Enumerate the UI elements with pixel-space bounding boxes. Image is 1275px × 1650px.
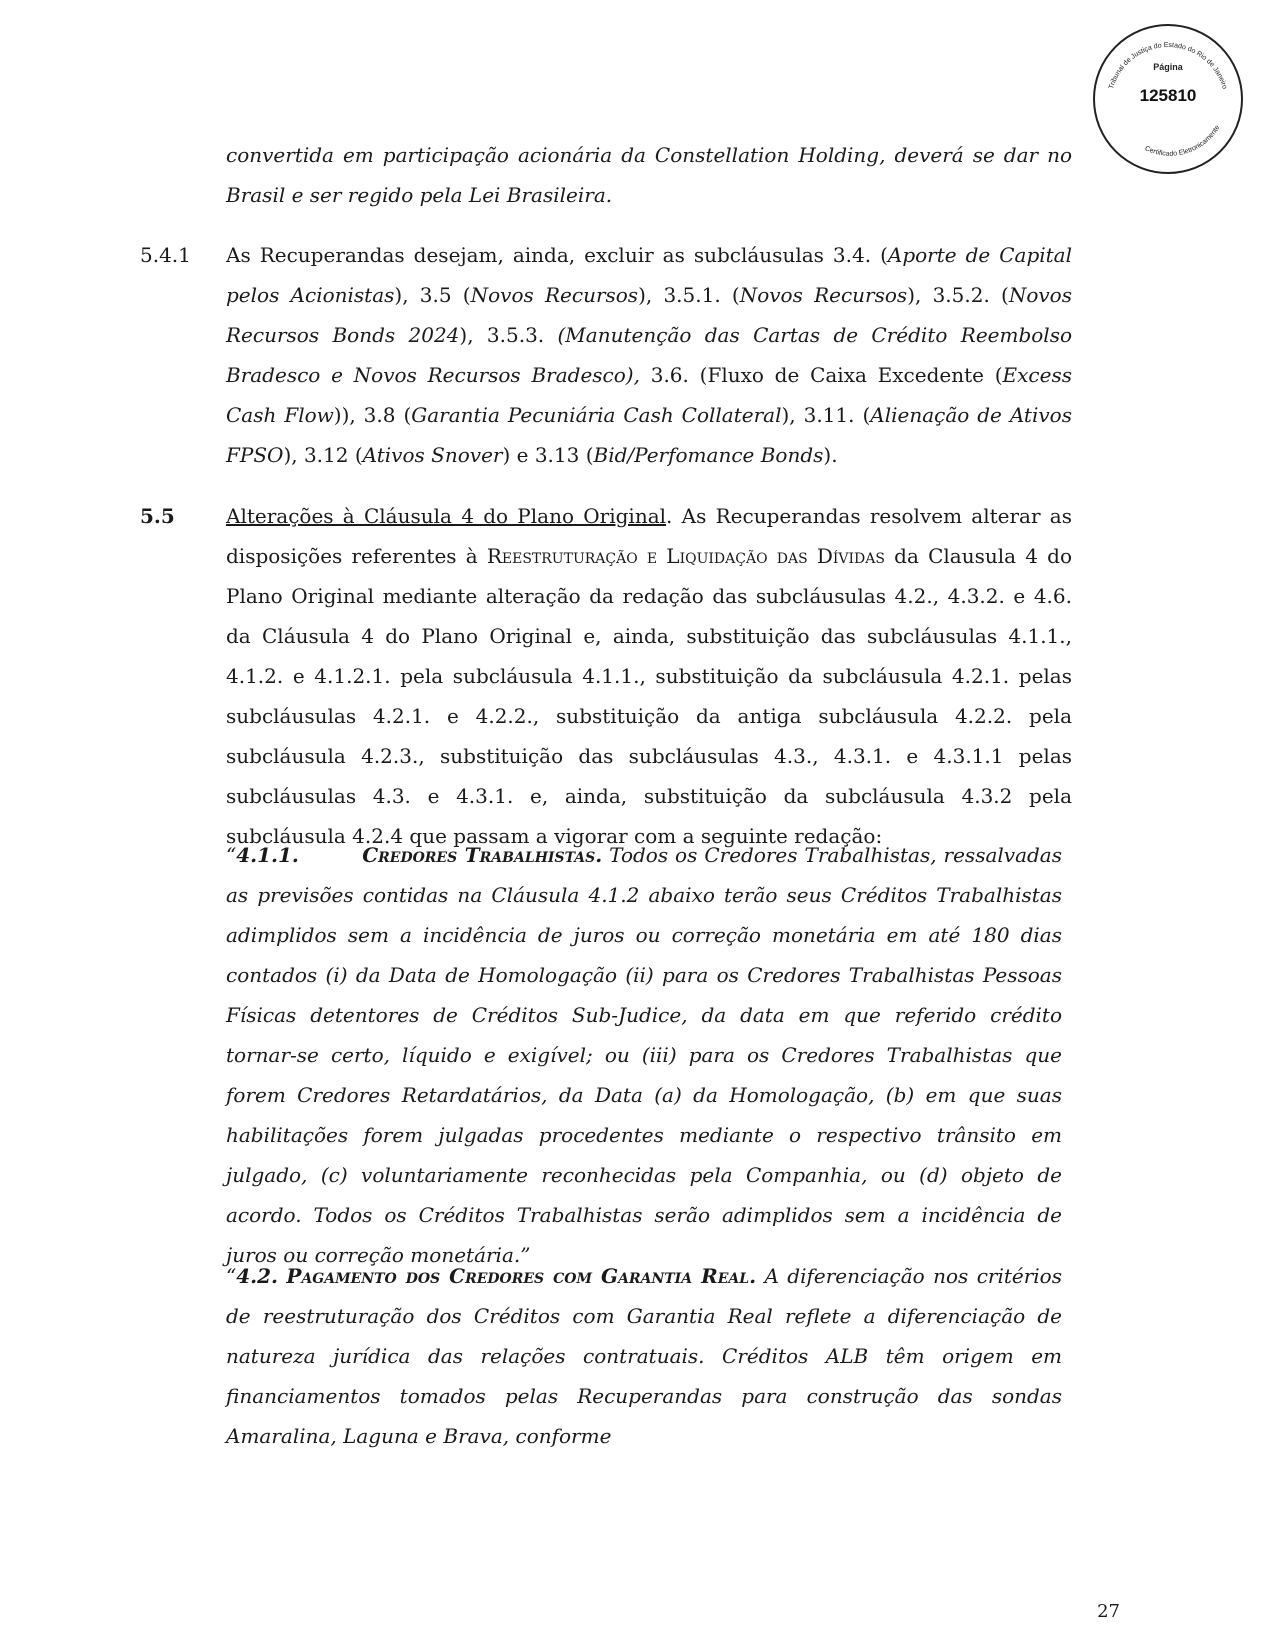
text-span: ), 3.11. ( <box>781 403 871 427</box>
open-quote: “ <box>226 843 237 867</box>
italic-span: Bid/Perfomance Bonds <box>593 443 824 467</box>
italic-span: Garantia Pecuniária Cash Collateral <box>411 403 782 427</box>
italic-span: Alienação de Ativos FPSO <box>226 403 1072 467</box>
court-seal-stamp <box>1093 24 1243 174</box>
italic-span: (Manutenção das Cartas de Crédito Reembolso Bradesco e Novos Recursos Bradesco), <box>226 323 1072 387</box>
open-quote: “ <box>226 1264 237 1288</box>
clause-5-4-1-paragraph <box>226 235 1072 475</box>
text-span: da Clausula 4 do Plano Original mediante alteração da redação das subcláusulas 4.2., 4.3.2. e 4.6. da Cláusula 4 do Plano Original e, ainda, substituição das subcláusulas 4.1.1., 4.1.2. e 4.1.2.1. pela subcláusula 4.1.1., substituição da subcláusula 4.2.1. pelas subcláusulas 4.2.1. e 4.2.2., substituição da antiga subcláusula 4.2.2. pela subcláusula 4.2.3., substituição das subcláusulas 4.3., 4.3.1. e 4.3.1.1 pelas subcláusulas 4.3. e 4.3.1. e, ainda, substituição da subcláusula 4.3.2 pela subcláusula 4.2.4 que passam a vigorar com a seguinte redação: <box>226 544 1072 848</box>
quote-4-2-paragraph <box>226 1256 1062 1456</box>
text-span: )), 3.8 ( <box>333 403 412 427</box>
small-caps-span: Reestruturação e Liquidação das Dívidas <box>486 544 885 568</box>
text-span: . As Recuperandas resolvem alterar as disposições referentes à <box>226 504 1072 568</box>
clause-5-5-paragraph <box>226 496 1072 856</box>
quote-4-2-heading: Pagamento dos Credores com Garantia Real. <box>286 1264 757 1288</box>
quote-4-2-number: 4.2. <box>236 1264 278 1288</box>
quote-4-1-1-heading: Credores Trabalhistas. <box>362 843 603 867</box>
stamp-arc-top-text: Tribunal de Justiça do Estado do Rio de Janeiro <box>1108 41 1228 91</box>
text-span: 3.6. (Fluxo de Caixa Excedente ( <box>639 363 1003 387</box>
text-span: ), 3.12 ( <box>283 443 363 467</box>
text-span: ). <box>823 443 838 467</box>
text-span: As Recuperandas desejam, ainda, excluir as subcláusulas 3.4. ( <box>226 243 888 267</box>
italic-span: Aporte de Capital pelos Acionistas <box>226 243 1073 307</box>
stamp-page-number: 125810 <box>1139 86 1197 105</box>
quote-4-1-1-paragraph <box>226 835 1062 1275</box>
intro-paragraph: convertida em participação acionária da Constellation Holding, deverá se dar no Brasil e ser regido pela Lei Brasileira. <box>226 143 1072 207</box>
stamp-arc-bottom-text: Certificado Eletronicamente <box>1143 124 1222 158</box>
clause-5-5-heading: Alterações à Cláusula 4 do Plano Original <box>226 504 667 528</box>
italic-span: Novos Recursos <box>470 283 639 307</box>
text-span: ), 3.5.3. <box>459 323 558 347</box>
quote-4-1-1-number: 4.1.1. <box>236 843 299 867</box>
text-span: ), 3.5.1. ( <box>638 283 740 307</box>
text-span: ) e 3.13 ( <box>502 443 594 467</box>
italic-span: Ativos Snover <box>362 443 503 467</box>
quote-4-1-1-text: Todos os Credores Trabalhistas, ressalvadas as previsões contidas na Cláusula 4.1.2 abaixo terão seus Créditos Trabalhistas adimplidos sem a incidência de juros ou correção monetária em até 180 dias contados (i) da Data de Homologação (ii) para os Credores Trabalhistas Pessoas Físicas detentores de Créditos Sub-Judice, da data em que referido crédito tornar-se certo, líquido e exigível; ou (iii) para os Credores Trabalhistas que forem Credores Retardatários, da Data (a) da Homologação, (b) em que suas habilitações forem julgadas procedentes mediante o respectivo trânsito em julgado, (c) voluntariamente reconhecidas pela Companhia, ou (d) objeto de acordo. Todos os Créditos Trabalhistas serão adimplidos sem a incidência de juros ou correção monetária.” <box>226 843 1062 1267</box>
italic-span: Excess Cash Flow <box>226 363 1072 427</box>
stamp-label: Página <box>1153 62 1183 72</box>
italic-span: Novos Recursos Bonds 2024 <box>226 283 1072 347</box>
page-number: 27 <box>1097 1601 1120 1622</box>
clause-number-5-5: 5.5 <box>140 504 175 528</box>
text-span: ), 3.5.2. ( <box>907 283 1009 307</box>
text-span: ), 3.5 ( <box>394 283 471 307</box>
italic-span: Novos Recursos <box>739 283 908 307</box>
clause-number-5-4-1: 5.4.1 <box>140 243 191 267</box>
quote-4-2-text: A diferenciação nos critérios de reestruturação dos Créditos com Garantia Real reflete a diferenciação de natureza jurídica das relações contratuais. Créditos ALB têm origem em financiamentos tomados pelas Recuperandas para construção das sondas Amaralina, Laguna e Brava, conforme <box>226 1264 1062 1448</box>
